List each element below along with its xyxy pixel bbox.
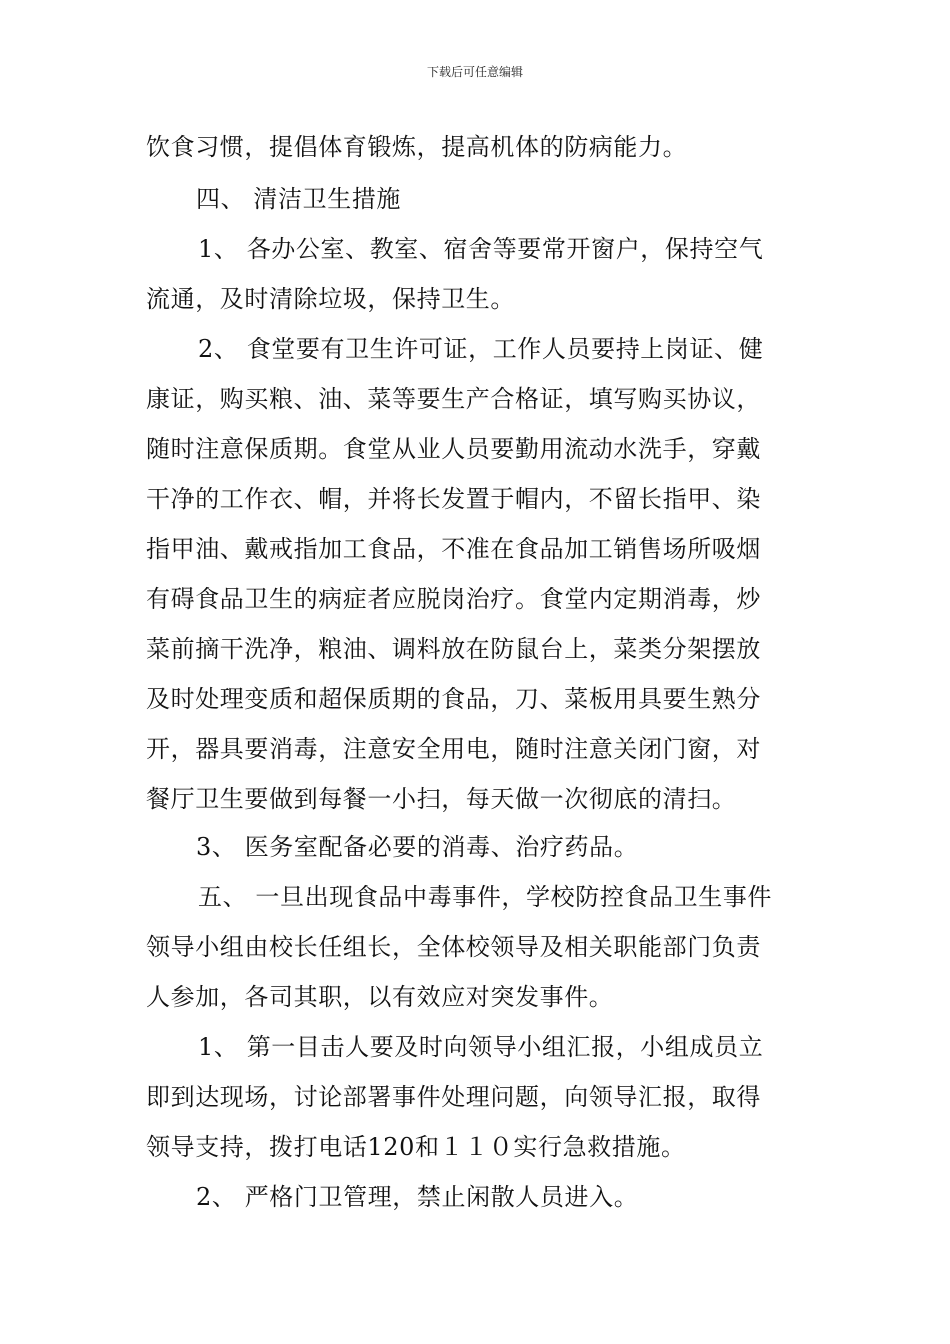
text-line: 饮食习惯，提倡体育锻炼，提高机体的防病能力。 bbox=[146, 133, 688, 161]
text-line: 领导小组由校长任组长，全体校领导及相关职能部门负责 bbox=[146, 933, 761, 961]
list-item: 1、 各办公室、教室、宿舍等要常开窗户，保持空气 bbox=[198, 235, 764, 263]
text-line: 有碍食品卫生的病症者应脱岗治疗。食堂内定期消毒，炒 bbox=[146, 585, 761, 613]
text-line: 即到达现场，讨论部署事件处理问题，向领导汇报，取得 bbox=[146, 1083, 761, 1111]
section-heading: 四、 清洁卫生措施 bbox=[196, 185, 402, 213]
text-line: 流通，及时清除垃圾，保持卫生。 bbox=[146, 285, 515, 313]
text-line: 人参加，各司其职，以有效应对突发事件。 bbox=[146, 983, 614, 1011]
list-item: 3、 医务室配备必要的消毒、治疗药品。 bbox=[196, 833, 639, 861]
text-line: 随时注意保质期。食堂从业人员要勤用流动水洗手，穿戴 bbox=[146, 435, 761, 463]
text-line: 领导支持，拨打电话120和１１０实行急救措施。 bbox=[146, 1133, 686, 1161]
text-line: 菜前摘干洗净，粮油、调料放在防鼠台上，菜类分架摆放 bbox=[146, 635, 761, 663]
text-line: 开，器具要消毒，注意安全用电，随时注意关闭门窗，对 bbox=[146, 735, 761, 763]
text-line: 干净的工作衣、帽，并将长发置于帽内，不留长指甲、染 bbox=[146, 485, 761, 513]
text-line: 康证，购买粮、油、菜等要生产合格证，填写购买协议， bbox=[146, 385, 761, 413]
list-item: 1、 第一目击人要及时向领导小组汇报，小组成员立 bbox=[198, 1033, 764, 1061]
list-item: 2、 严格门卫管理，禁止闲散人员进入。 bbox=[196, 1183, 639, 1211]
text-line: 餐厅卫生要做到每餐一小扫，每天做一次彻底的清扫。 bbox=[146, 785, 737, 813]
page-header: 下载后可任意编辑 bbox=[426, 65, 523, 79]
list-item: 2、 食堂要有卫生许可证，工作人员要持上岗证、健 bbox=[198, 335, 764, 363]
section-heading: 五、 一旦出现食品中毒事件，学校防控食品卫生事件 bbox=[198, 883, 773, 911]
text-line: 及时处理变质和超保质期的食品，刀、菜板用具要生熟分 bbox=[146, 685, 761, 713]
text-line: 指甲油、戴戒指加工食品，不准在食品加工销售场所吸烟 bbox=[146, 535, 761, 563]
